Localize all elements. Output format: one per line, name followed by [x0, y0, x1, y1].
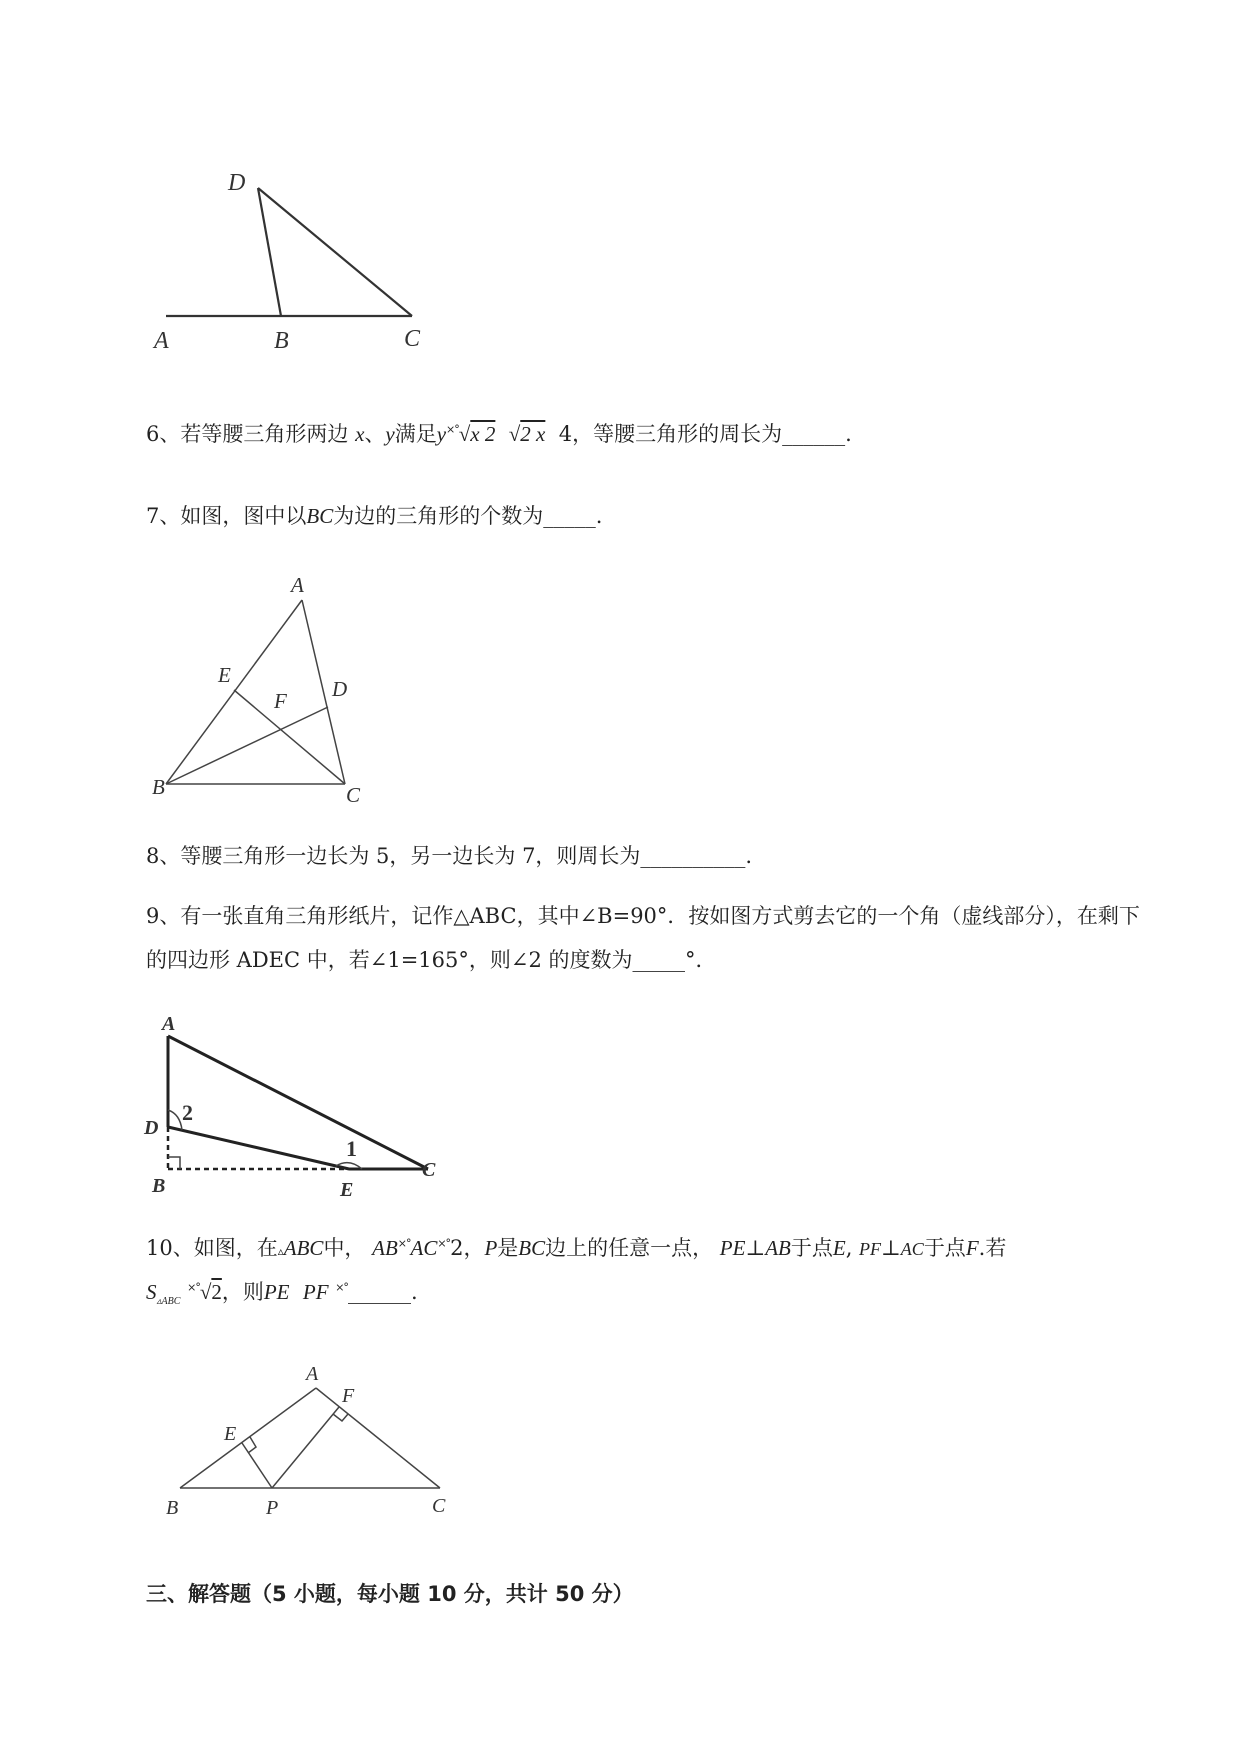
- q6-equals-glyph: ×°: [446, 423, 459, 436]
- q6-sqrt-2: √2 x: [508, 422, 546, 446]
- q6-text-2: 满足: [394, 422, 437, 446]
- line-pf: [272, 1407, 339, 1488]
- label-a: A: [162, 1013, 176, 1035]
- label-f: F: [274, 689, 287, 713]
- q10-f: F: [965, 1236, 979, 1260]
- q10-text-5: 边上的任意一点，: [545, 1236, 714, 1260]
- q6-var-x: x: [355, 422, 365, 446]
- question-7: [146, 498, 602, 534]
- label-angle-2: 2: [182, 1100, 193, 1125]
- q10-perp-1: ⊥: [745, 1236, 766, 1260]
- section-heading-3: 三、解答题（5 小题，每小题 10 分，共计 50 分）: [146, 1582, 634, 1606]
- q10-e: E: [832, 1236, 846, 1260]
- label-a: A: [154, 328, 169, 354]
- figure-triangle-abc-cevians: [140, 570, 380, 810]
- q6-text-1: 若等腰三角形两边: [180, 422, 349, 446]
- figure-isosceles-perpendiculars: [140, 1340, 480, 1520]
- label-a: A: [306, 1363, 319, 1385]
- line-dc: [258, 188, 412, 316]
- q7-text-2: 为边的三角形的个数为_____.: [333, 504, 603, 528]
- q10-eq-glyph-2: ×°: [437, 1237, 451, 1250]
- right-angle-mark-b: [168, 1157, 180, 1169]
- q10-p: P: [484, 1236, 498, 1260]
- label-d: D: [144, 1117, 159, 1139]
- q10-ac-2: AC: [900, 1239, 924, 1259]
- line-pe: [242, 1443, 272, 1488]
- q10-sqrt: √2: [199, 1280, 222, 1304]
- q6-radicand-1: x 2: [470, 422, 496, 446]
- label-e: E: [224, 1423, 237, 1445]
- q10-tri-abc: ABC: [283, 1236, 324, 1260]
- q10-pe: PE: [719, 1236, 746, 1260]
- label-b: B: [274, 328, 289, 354]
- label-a: A: [291, 573, 304, 597]
- q10-ab-2: AB: [765, 1236, 791, 1260]
- q6-sep: 、: [364, 422, 386, 446]
- q7-number: 7、: [146, 504, 181, 528]
- right-angle-mark-f: [333, 1414, 348, 1421]
- q10-bc: BC: [518, 1236, 546, 1260]
- q10-text-7: 于点: [923, 1236, 966, 1260]
- triangle-symbol: ▵: [277, 1244, 284, 1258]
- label-c: C: [422, 1159, 436, 1181]
- label-c: C: [432, 1495, 446, 1517]
- q10-text-4: 是: [497, 1236, 519, 1260]
- label-c: C: [346, 783, 361, 807]
- q6-radicand-2: 2 x: [520, 422, 546, 446]
- figure-right-triangle-cut: [140, 1010, 460, 1210]
- label-c: C: [404, 326, 421, 352]
- q10-eq-glyph-1: ×°: [397, 1237, 411, 1250]
- q10-text-9: ，则: [221, 1280, 264, 1304]
- line-ab: [180, 1388, 316, 1488]
- question-10-line-2: [146, 1270, 418, 1320]
- q7-text-1: 如图，图中以: [180, 504, 307, 528]
- line-ac: [168, 1036, 428, 1169]
- label-p: P: [266, 1497, 279, 1519]
- q10-eq-glyph-3: ×°: [187, 1281, 200, 1294]
- q6-var-y: y: [385, 422, 395, 446]
- q6-constant: 4: [558, 422, 573, 446]
- q10-number: 10、: [146, 1236, 194, 1260]
- q10-area-tri-symbol: ▵: [156, 1296, 162, 1308]
- q10-pf: PF: [859, 1239, 882, 1259]
- q10-two: 2: [450, 1236, 464, 1260]
- q10-area-sub: [157, 1296, 181, 1307]
- q10-area-s: S: [146, 1280, 157, 1304]
- q10-pf-2: PF: [302, 1280, 329, 1304]
- line-ac: [316, 1388, 440, 1488]
- q10-eq-glyph-4: ×°: [335, 1281, 348, 1294]
- q10-text-6: 于点: [790, 1236, 833, 1260]
- figure-triangle-dbc: [140, 160, 460, 360]
- label-e: E: [340, 1179, 354, 1201]
- q6-sqrt-1: √x 2: [458, 422, 496, 446]
- question-8: 8、等腰三角形一边长为 5，另一边长为 7，则周长为__________.: [146, 844, 753, 868]
- q10-sqrt-radicand: 2: [211, 1280, 222, 1304]
- label-d: D: [228, 170, 246, 196]
- label-e: E: [218, 663, 231, 687]
- label-b: B: [152, 1175, 166, 1197]
- q10-text-2: 中，: [323, 1236, 366, 1260]
- q10-pe-2: PE: [263, 1280, 290, 1304]
- q10-ac: AC: [410, 1236, 438, 1260]
- question-6: [146, 412, 852, 452]
- q10-area-sub-text: ABC: [161, 1296, 181, 1308]
- question-9: 9、有一张直角三角形纸片，记作△ABC，其中∠B=90°．按如图方式剪去它的一个角（虚线部分），在剩下的四边形 ADEC 中，若∠1=165°，则∠2 的度数为_____°．: [146, 904, 1140, 972]
- label-f: F: [342, 1385, 355, 1407]
- q10-text-8: .若: [978, 1236, 1007, 1260]
- line-db: [258, 188, 281, 316]
- line-de: [168, 1127, 349, 1169]
- q6-equation-y: y: [436, 422, 447, 446]
- label-d: D: [332, 677, 348, 701]
- q7-bc: BC: [306, 504, 334, 528]
- q10-text-1: 如图，在: [193, 1236, 278, 1260]
- label-angle-1: 1: [346, 1136, 357, 1161]
- q10-ab: AB: [372, 1236, 398, 1260]
- right-angle-mark-e: [248, 1437, 256, 1453]
- label-b: B: [166, 1497, 179, 1519]
- question-10-line-1: 10、如图，在▵ABC中， AB×°AC×°2，P是BC边上的任意一点， PE⊥AB于点E, PF⊥AC于点F.若: [146, 1236, 1007, 1260]
- q10-text-3: ，: [463, 1236, 485, 1260]
- q10-perp-2: ⊥: [881, 1236, 901, 1260]
- line-ce: [234, 690, 345, 784]
- q6-text-3: ，等腰三角形的周长为______.: [572, 422, 852, 446]
- label-b: B: [152, 775, 165, 799]
- q10-text-10: ______.: [347, 1280, 418, 1304]
- q6-number: 6、: [146, 422, 181, 446]
- line-bd: [166, 707, 328, 784]
